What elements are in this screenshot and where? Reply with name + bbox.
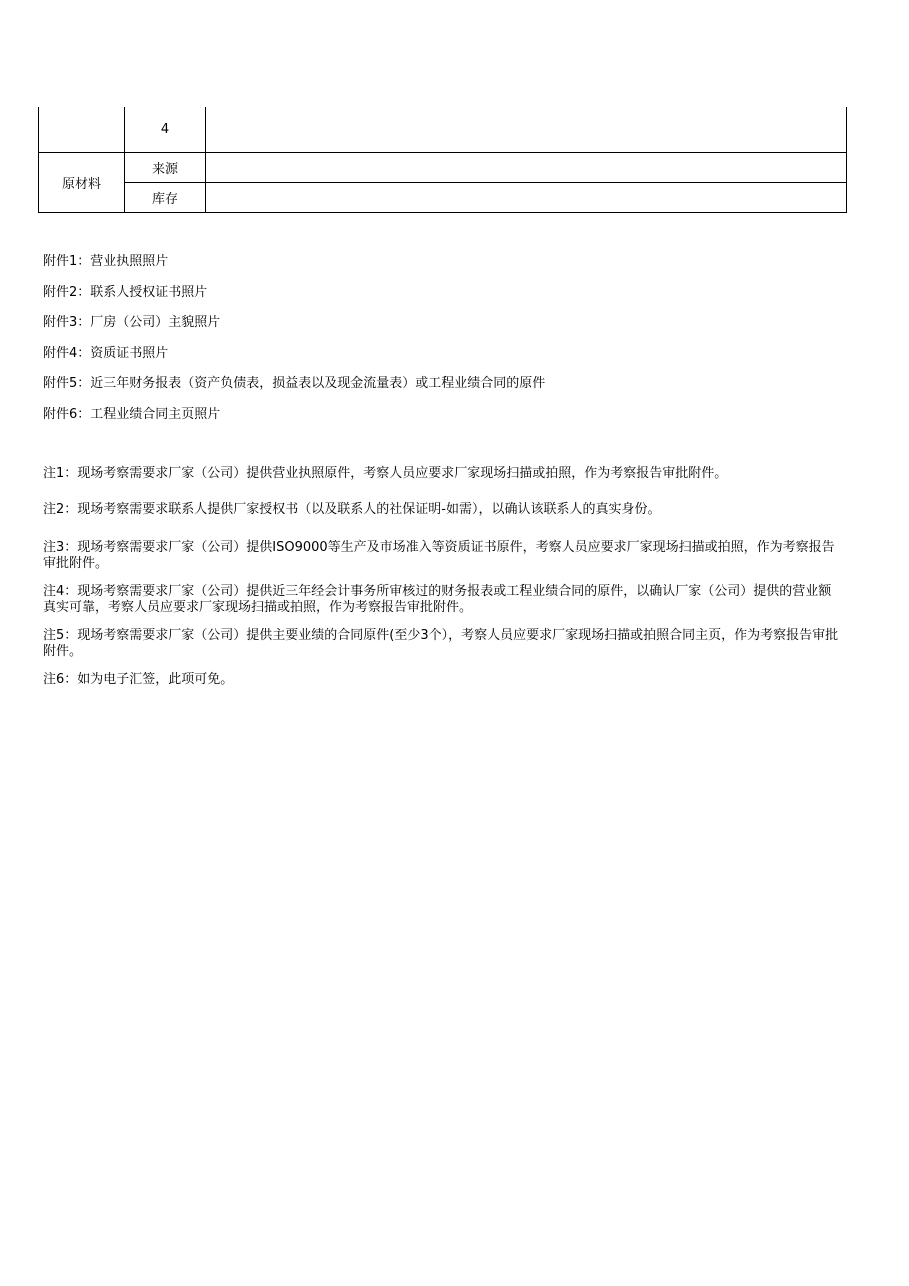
attachment-list — [43, 253, 863, 436]
table-cell-empty — [39, 107, 125, 153]
notes-list — [43, 466, 843, 688]
attachment-item: 附件3：厂房（公司）主貌照片 — [43, 315, 221, 330]
table-row — [39, 153, 847, 183]
note-item: 注6：如为电子汇签，此项可免。 — [43, 672, 234, 687]
note-item: 注4：现场考察需要求厂家（公司）提供近三年经会计事务所审核过的财务报表或工程业绩合同的原件，以确认厂家（公司）提供的营业额真实可靠，考察人员应要求厂家现场扫描或拍照，作为考察报告审批附件。 — [43, 584, 832, 615]
attachment-item: 附件2：联系人授权证书照片 — [43, 284, 208, 300]
attachment-item: 附件1：营业执照照片 — [43, 254, 169, 269]
note-item: 注3：现场考察需要求厂家（公司）提供ISO9000等生产及市场准入等资质证书原件，考察人员应要求厂家现场扫描或拍照，作为考察报告审批附件。 — [43, 540, 835, 571]
source-label: 来源 — [125, 153, 206, 183]
stock-value-cell[interactable] — [206, 183, 847, 213]
note-item: 注2：现场考察需要求联系人提供厂家授权书（以及联系人的社保证明-如需），以确认该联系人的真实身份。 — [43, 502, 661, 517]
stock-label: 库存 — [125, 183, 206, 213]
supplier-inspection-table — [38, 107, 847, 213]
attachment-item: 附件4：资质证书照片 — [43, 345, 169, 361]
form-table — [38, 107, 847, 213]
table-row — [39, 183, 847, 213]
table-cell-value[interactable] — [206, 107, 847, 153]
table-row — [39, 107, 847, 153]
attachment-item: 附件6：工程业绩合同主页照片 — [43, 406, 221, 422]
raw-material-label: 原材料 — [39, 153, 125, 213]
row-number-cell: 4 — [125, 107, 206, 153]
note-item: 注1：现场考察需要求厂家（公司）提供营业执照原件，考察人员应要求厂家现场扫描或拍照，作为考察报告审批附件。 — [43, 466, 728, 481]
attachment-item: 附件5：近三年财务报表（资产负债表，损益表以及现金流量表）或工程业绩合同的原件 — [43, 376, 546, 391]
source-value-cell[interactable] — [206, 153, 847, 183]
note-item: 注5：现场考察需要求厂家（公司）提供主要业绩的合同原件(至少3个），考察人员应要求厂家现场扫描或拍照合同主页，作为考察报告审批附件。 — [43, 628, 839, 659]
